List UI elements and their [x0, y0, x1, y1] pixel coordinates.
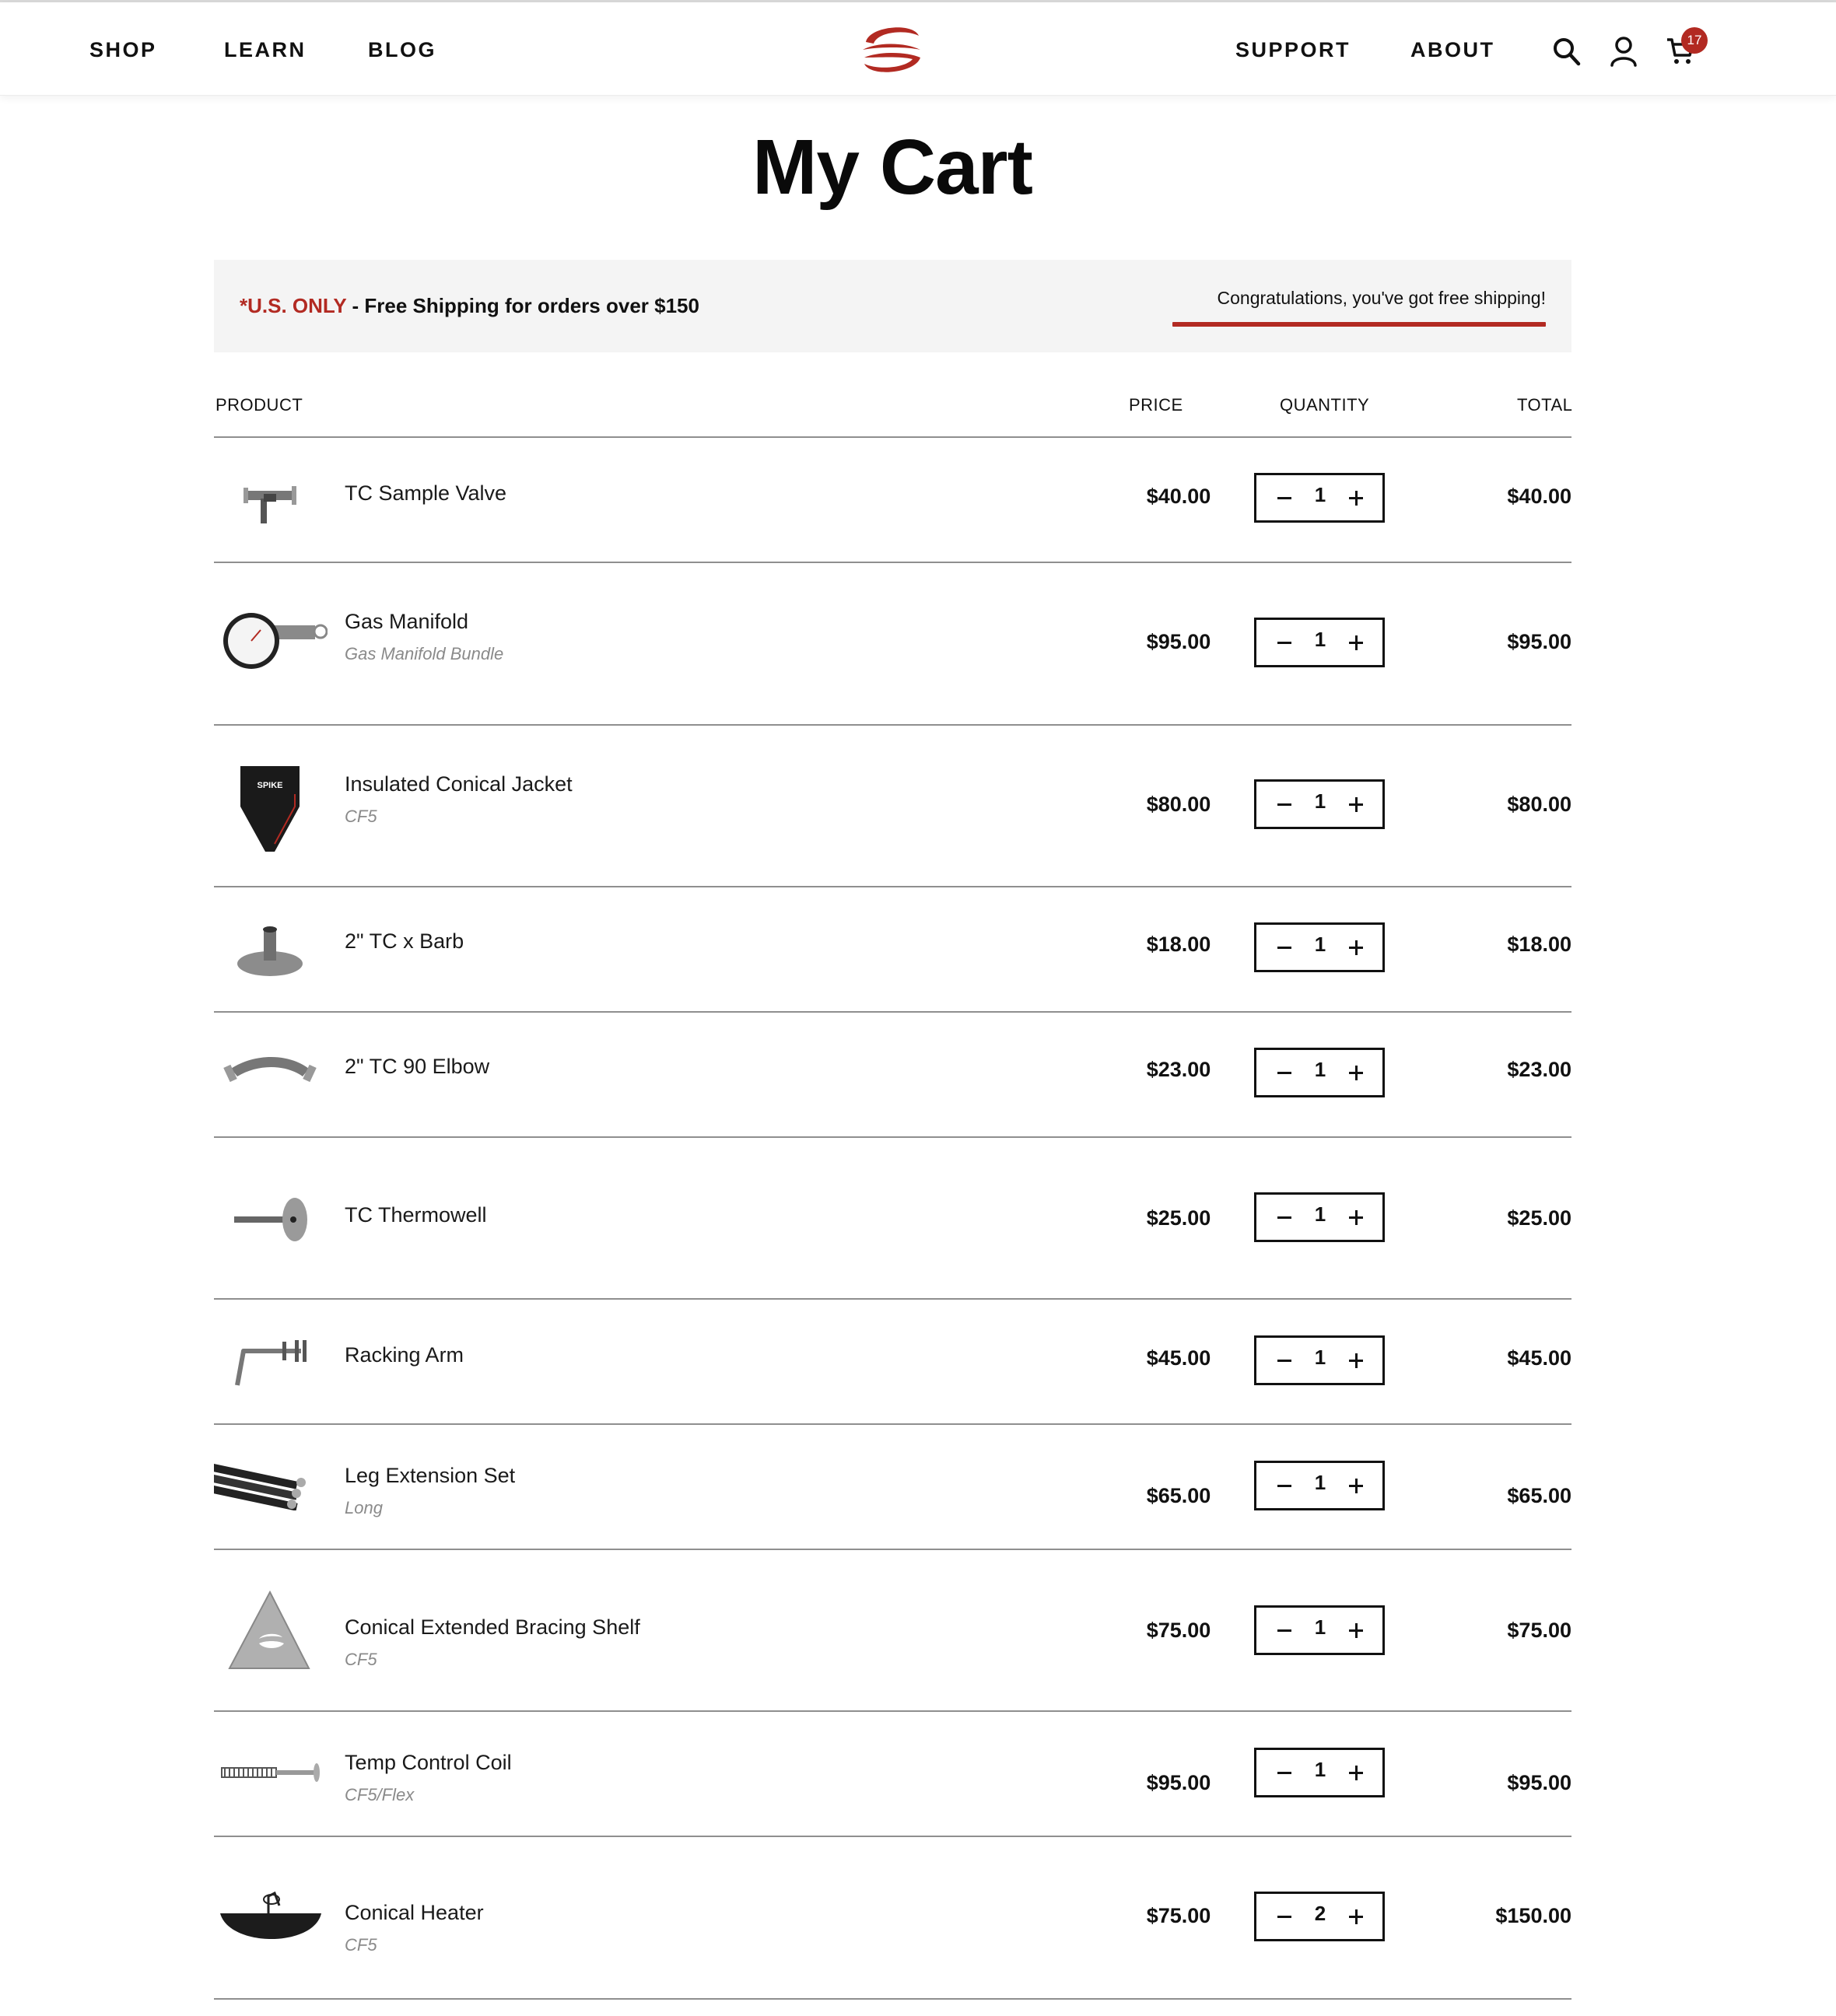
- quantity-stepper: [1254, 779, 1385, 829]
- table-row: [214, 1550, 1571, 1710]
- product-name[interactable]: Racking Arm: [345, 1343, 464, 1367]
- racking-arm-thumbnail: [214, 1331, 328, 1393]
- product-name[interactable]: Conical Extended Bracing Shelf: [345, 1615, 640, 1639]
- product-variant: Long: [345, 1498, 383, 1517]
- decrease-quantity-button[interactable]: [1274, 1347, 1295, 1374]
- decrease-quantity-button[interactable]: [1274, 934, 1295, 961]
- free-shipping-progress-bar: [1172, 322, 1546, 327]
- quantity-value[interactable]: 1: [1314, 628, 1326, 651]
- conical-heater-thumbnail: [214, 1882, 328, 1960]
- header-quantity: QUANTITY: [1280, 395, 1370, 415]
- product-price: $75.00: [1146, 1619, 1211, 1642]
- product-name[interactable]: 2" TC 90 Elbow: [345, 1055, 490, 1078]
- quantity-value[interactable]: 1: [1314, 1346, 1326, 1369]
- shipping-status: Congratulations, you've got free shipping!: [1217, 288, 1546, 308]
- product-price: $75.00: [1146, 1904, 1211, 1927]
- line-total: $150.00: [1495, 1904, 1571, 1927]
- line-total: $25.00: [1507, 1206, 1571, 1230]
- decrease-quantity-button[interactable]: [1274, 629, 1295, 656]
- header-price: PRICE: [1129, 395, 1183, 415]
- nav-support[interactable]: SUPPORT: [1235, 38, 1351, 61]
- quantity-stepper: [1254, 1192, 1385, 1242]
- product-price: $25.00: [1146, 1206, 1211, 1230]
- decrease-quantity-button[interactable]: [1274, 791, 1295, 817]
- table-row: [214, 1013, 1571, 1136]
- product-name[interactable]: 2" TC x Barb: [345, 929, 464, 953]
- quantity-value[interactable]: 1: [1314, 1471, 1326, 1494]
- quantity-value[interactable]: 1: [1314, 1615, 1326, 1639]
- increase-quantity-button[interactable]: [1345, 629, 1367, 656]
- increase-quantity-button[interactable]: [1345, 934, 1367, 961]
- spike-logo-icon[interactable]: [861, 23, 922, 78]
- quantity-value[interactable]: 1: [1314, 933, 1326, 956]
- conical-jacket-thumbnail: [214, 763, 328, 856]
- cart-count-badge: 17: [1681, 27, 1708, 54]
- table-row: [214, 1138, 1571, 1298]
- user-icon[interactable]: [1610, 36, 1638, 67]
- table-row: [214, 1837, 1571, 1998]
- gas-manifold-thumbnail: [214, 602, 328, 680]
- table-row: [214, 1712, 1571, 1836]
- nav-blog[interactable]: BLOG: [368, 38, 436, 61]
- line-total: $23.00: [1507, 1058, 1571, 1081]
- decrease-quantity-button[interactable]: [1274, 485, 1295, 511]
- product-variant: CF5: [345, 1935, 377, 1955]
- shipping-banner: [214, 260, 1571, 352]
- temp-coil-thumbnail: [214, 1757, 328, 1788]
- quantity-value[interactable]: 1: [1314, 789, 1326, 813]
- line-total: $80.00: [1507, 793, 1571, 816]
- line-total: $75.00: [1507, 1619, 1571, 1642]
- nav-shop[interactable]: SHOP: [89, 38, 157, 61]
- quantity-value[interactable]: 1: [1314, 1202, 1326, 1226]
- decrease-quantity-button[interactable]: [1274, 1759, 1295, 1786]
- product-variant: CF5/Flex: [345, 1785, 415, 1804]
- decrease-quantity-button[interactable]: [1274, 1204, 1295, 1230]
- increase-quantity-button[interactable]: [1345, 1759, 1367, 1786]
- bracing-shelf-thumbnail: [214, 1587, 328, 1673]
- quantity-stepper: [1254, 1461, 1385, 1510]
- increase-quantity-button[interactable]: [1345, 1347, 1367, 1374]
- quantity-stepper: [1254, 1048, 1385, 1097]
- decrease-quantity-button[interactable]: [1274, 1903, 1295, 1930]
- line-total: $18.00: [1507, 933, 1571, 956]
- product-name[interactable]: TC Sample Valve: [345, 481, 507, 505]
- page-title: My Cart: [752, 124, 1032, 211]
- increase-quantity-button[interactable]: [1345, 1617, 1367, 1643]
- leg-extension-thumbnail: [214, 1456, 328, 1510]
- product-variant: CF5: [345, 1650, 377, 1669]
- quantity-value[interactable]: 1: [1314, 483, 1326, 506]
- quantity-value[interactable]: 1: [1314, 1758, 1326, 1781]
- decrease-quantity-button[interactable]: [1274, 1472, 1295, 1499]
- increase-quantity-button[interactable]: [1345, 1059, 1367, 1086]
- quantity-stepper: [1254, 922, 1385, 972]
- header-total: TOTAL: [1517, 395, 1573, 415]
- increase-quantity-button[interactable]: [1345, 1903, 1367, 1930]
- table-row: [214, 563, 1571, 724]
- tc-thermowell-thumbnail: [214, 1192, 328, 1247]
- product-price: $23.00: [1146, 1058, 1211, 1081]
- nav-about[interactable]: ABOUT: [1410, 38, 1495, 61]
- increase-quantity-button[interactable]: [1345, 485, 1367, 511]
- line-total: $95.00: [1507, 630, 1571, 653]
- product-price: $95.00: [1146, 630, 1211, 653]
- decrease-quantity-button[interactable]: [1274, 1059, 1295, 1086]
- quantity-stepper: [1254, 1605, 1385, 1655]
- product-name[interactable]: Temp Control Coil: [345, 1751, 512, 1774]
- product-name[interactable]: Gas Manifold: [345, 610, 469, 633]
- line-total: $40.00: [1507, 485, 1571, 508]
- product-variant: CF5: [345, 807, 377, 826]
- product-price: $40.00: [1146, 485, 1211, 508]
- product-price: $80.00: [1146, 793, 1211, 816]
- quantity-stepper: [1254, 618, 1385, 667]
- nav-learn[interactable]: LEARN: [224, 38, 307, 61]
- product-name[interactable]: Conical Heater: [345, 1901, 484, 1924]
- quantity-stepper: [1254, 1892, 1385, 1941]
- tc-sample-valve-thumbnail: [214, 472, 328, 534]
- table-row: [214, 887, 1571, 1011]
- row-divider: [214, 1998, 1571, 2000]
- product-price: $95.00: [1146, 1771, 1211, 1794]
- quantity-stepper: [1254, 1335, 1385, 1385]
- product-price: $45.00: [1146, 1346, 1211, 1370]
- line-total: $95.00: [1507, 1771, 1571, 1794]
- quantity-stepper: [1254, 473, 1385, 523]
- product-price: $65.00: [1146, 1484, 1211, 1507]
- table-row: [214, 438, 1571, 562]
- header-product: PRODUCT: [215, 395, 303, 415]
- product-name[interactable]: Leg Extension Set: [345, 1464, 516, 1487]
- increase-quantity-button[interactable]: [1345, 1204, 1367, 1230]
- product-name[interactable]: TC Thermowell: [345, 1203, 487, 1227]
- offer-text: - Free Shipping for orders over $150: [346, 294, 699, 317]
- product-name[interactable]: Insulated Conical Jacket: [345, 772, 573, 796]
- site-header: [0, 2, 1836, 96]
- line-total: $45.00: [1507, 1346, 1571, 1370]
- shipping-offer: [240, 294, 699, 318]
- quantity-value[interactable]: 2: [1314, 1902, 1326, 1925]
- quantity-stepper: [1254, 1748, 1385, 1797]
- line-total: $65.00: [1507, 1484, 1571, 1507]
- jacket-brand-label: SPIKE: [257, 781, 283, 790]
- table-row: [214, 726, 1571, 886]
- decrease-quantity-button[interactable]: [1274, 1617, 1295, 1643]
- region-label: *U.S. ONLY: [240, 294, 347, 317]
- increase-quantity-button[interactable]: [1345, 791, 1367, 817]
- product-variant: Gas Manifold Bundle: [345, 644, 504, 663]
- table-row: [214, 1300, 1571, 1423]
- quantity-value[interactable]: 1: [1314, 1058, 1326, 1081]
- tc-barb-thumbnail: [214, 919, 328, 981]
- increase-quantity-button[interactable]: [1345, 1472, 1367, 1499]
- table-row: [214, 1425, 1571, 1549]
- tc-elbow-thumbnail: [214, 1052, 328, 1098]
- product-price: $18.00: [1146, 933, 1211, 956]
- search-icon[interactable]: [1552, 37, 1582, 68]
